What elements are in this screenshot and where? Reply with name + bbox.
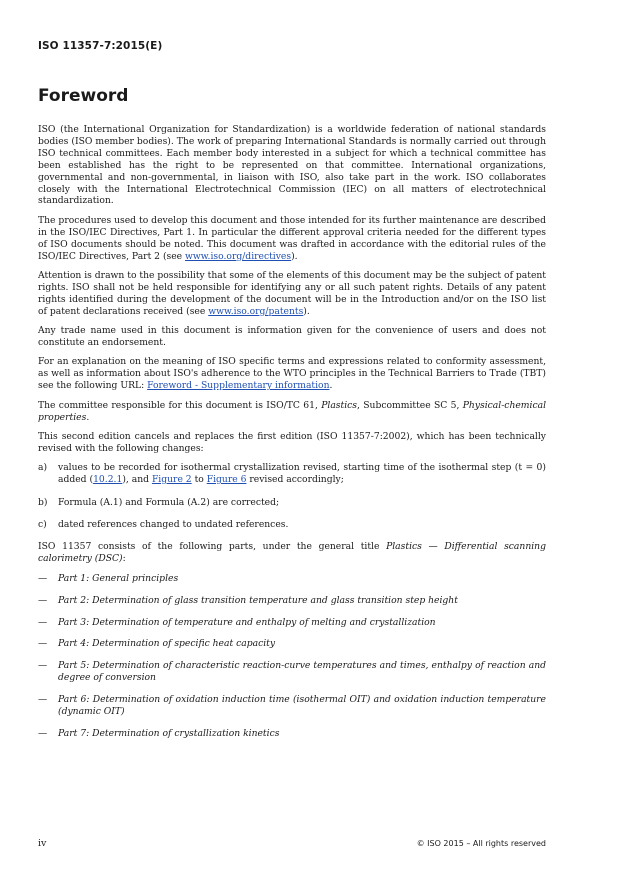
list-label: c) [38,518,47,530]
dash-marker: — [38,727,48,739]
paragraph-parts-intro [38,541,546,565]
part-item-6 [38,694,546,718]
list-text-part: values to be recorded for isothermal crystallization revised, starting time of the isothermal step (t = 0) added ( [58,462,546,486]
paragraph-text: ISO 11357 consists of the following parts, under the general title [38,541,387,553]
paragraph-conformity [38,356,546,392]
dash-marker: — [38,572,48,584]
committee-plastics: Plastics [321,399,358,411]
clause-10-2-1-link[interactable]: 10.2.1 [93,474,123,486]
page-title: Foreword [38,86,129,106]
patents-link[interactable]: www.iso.org/patents [208,305,304,317]
page-number: iv [38,838,47,849]
dash-marker: — [38,594,48,606]
general-title: Plastics — Differential scanning calorimetry (DSC) [38,541,546,565]
copyright-notice: © ISO 2015 – All rights reserved [416,839,546,848]
paragraph-text: The procedures used to develop this document and those intended for its further maintenance are described in the ISO/IEC Directives, Part 1. In particular the different approval criteria needed for the different types of ISO documents should be noted. This document was drafted in accordance with the editorial rules of the ISO/IEC Directives, Part 2 (see [38,214,546,262]
part-item-7 [38,728,546,740]
part-title: Part 1: General principles [58,572,179,584]
paragraph-text-end: : [122,553,126,565]
dash-marker: — [38,660,48,672]
part-title: Part 5: Determination of characteristic reaction-curve temperatures and times, enthalpy of reaction and degree of conversion [58,660,546,684]
paragraph-text-end: ). [291,250,298,262]
part-item-5 [38,660,546,684]
document-id: ISO 11357-7:2015(E) [38,40,163,52]
paragraph-text-end: . [329,380,333,392]
part-title: Part 4: Determination of specific heat capacity [58,638,276,650]
part-title: Part 6: Determination of oxidation induction time (isothermal OIT) and oxidation induction temperature (dynamic OIT) [58,694,546,718]
subcommittee-title: Physical-chemical properties [38,399,547,423]
paragraph-edition: This second edition cancels and replaces the first edition (ISO 11357-7:2002), which has been technically revised with the following changes: [38,430,546,454]
list-text-part: ), and [122,474,152,486]
dash-marker: — [38,694,48,706]
change-item-c [38,519,546,531]
part-item-1 [38,573,546,585]
paragraph-procedures [38,215,546,263]
paragraph-iso-intro: ISO (the International Organization for Standardization) is a worldwide federation of national standards bodies (ISO member bodies). The work of preparing International Standards is normally carried out through ISO technical committees. Each member body interested in a subject for which a technical committee has been established has the right to be represented on that committee. International organizations, governmental and non-governmental, in liaison with ISO, also take part in the work. ISO collaborates closely with the International Electrotechnical Commission (IEC) on all matters of electrotechnical standardization. [38,124,546,207]
dash-marker: — [38,616,48,628]
change-item-b [38,497,546,509]
part-title: Part 2: Determination of glass transition temperature and glass transition step height [58,594,458,606]
paragraph-text-end: . [86,411,90,423]
paragraph-text: Attention is drawn to the possibility that some of the elements of this document may be the subject of patent rights. ISO shall not be held responsible for identifying any or all such patent rights. Details of any patent rights identified during the development of the document will be in the Introduction and/or on the ISO list of patent declarations received (see [38,269,546,317]
list-text: dated references changed to undated references. [58,518,289,530]
paragraph-committee [38,400,546,424]
supplementary-info-link[interactable]: Foreword - Supplementary information [147,380,330,392]
list-label: b) [38,496,48,508]
figure-2-link[interactable]: Figure 2 [151,474,192,486]
list-text: Formula (A.1) and Formula (A.2) are corrected; [58,496,280,508]
change-item-a [38,462,546,486]
figure-6-link[interactable]: Figure 6 [206,474,247,486]
paragraph-text: , Subcommittee SC 5, [357,399,463,411]
paragraph-patents [38,270,546,318]
paragraph-text: The committee responsible for this document is ISO/TC 61, [38,399,322,411]
list-label: a) [38,462,48,474]
directives-link[interactable]: www.iso.org/directives [185,250,292,262]
list-text-part: revised accordingly; [246,474,344,486]
part-item-4 [38,638,546,650]
part-title: Part 3: Determination of temperature and enthalpy of melting and crystallization [58,616,436,628]
part-item-3 [38,617,546,629]
part-title: Part 7: Determination of crystallization kinetics [58,727,280,739]
list-text-part: to [191,474,207,486]
part-item-2 [38,595,546,607]
paragraph-text: For an explanation on the meaning of ISO specific terms and expressions related to conformity assessment, as well as information about ISO's adherence to the WTO principles in the Technical Barriers to Trade (TBT) see the following URL: [38,356,546,392]
foreword-body [38,124,546,750]
dash-marker: — [38,638,48,650]
paragraph-trade-name: Any trade name used in this document is information given for the convenience of users and does not constitute an endorsement. [38,325,546,348]
list-text [58,462,546,486]
paragraph-text-end: ). [303,305,310,317]
